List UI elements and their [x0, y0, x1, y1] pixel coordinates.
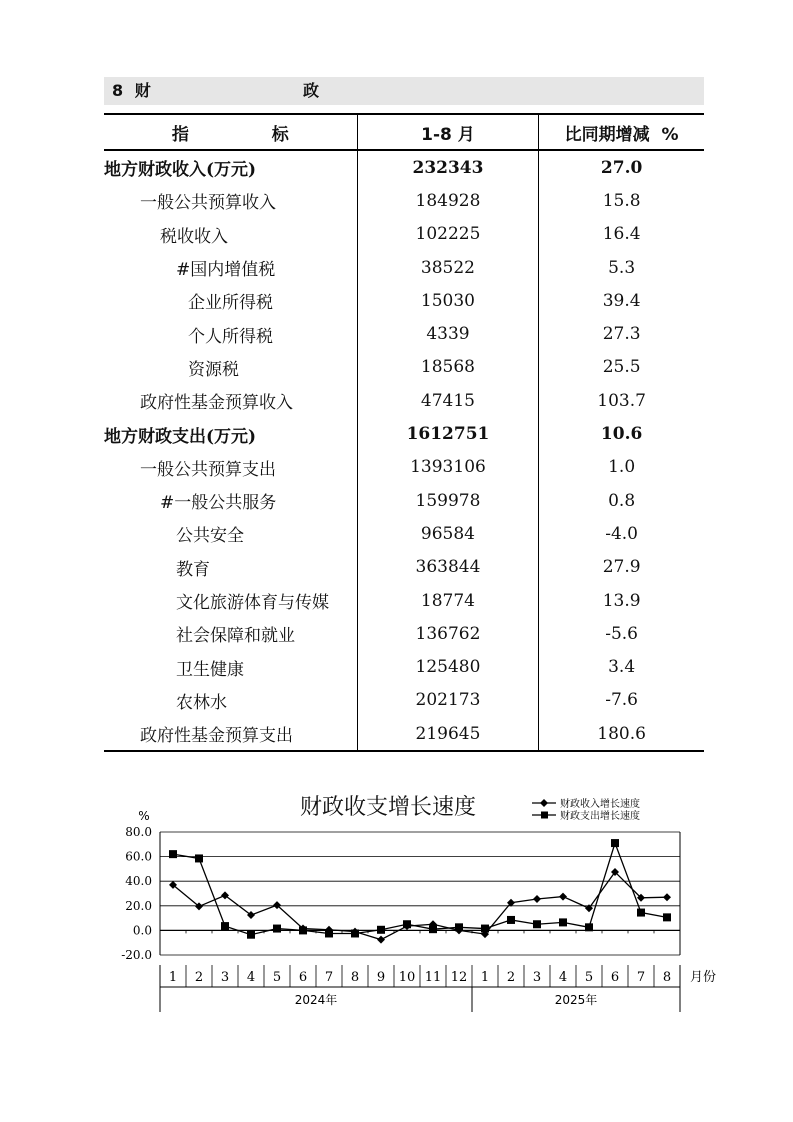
table-body	[104, 150, 704, 751]
row-value: 219645	[357, 717, 539, 751]
data-point-square	[481, 925, 489, 933]
x-tick-label: 4	[246, 970, 256, 985]
row-label: 地方财政收入(万元)	[104, 160, 257, 181]
legend-label: 财政收入增长速度	[560, 799, 640, 810]
row-label: 资源税	[188, 359, 239, 380]
row-label: 公共安全	[176, 526, 244, 547]
data-point-square	[273, 925, 281, 933]
row-change: 0.8	[539, 484, 704, 517]
row-value: 136762	[357, 617, 539, 650]
row-change: 27.3	[539, 317, 704, 350]
row-value: 102225	[357, 218, 539, 251]
row-change: 13.9	[539, 584, 704, 617]
data-point-square	[663, 913, 671, 921]
data-point-square	[299, 926, 307, 934]
x-tick-label: 5	[272, 970, 282, 985]
row-value: 15030	[357, 284, 539, 317]
row-value: 184928	[357, 184, 539, 217]
row-change: 39.4	[539, 284, 704, 317]
legend-marker-diamond	[540, 799, 548, 807]
data-point-square	[507, 916, 515, 924]
row-label: #国内增值税	[176, 260, 276, 281]
row-label: 社会保障和就业	[176, 626, 295, 647]
x-tick-label: 2	[194, 970, 204, 985]
row-label: #一般公共服务	[160, 493, 277, 514]
row-change: 16.4	[539, 218, 704, 251]
year-label: 2025年	[554, 993, 598, 1007]
row-change: 15.8	[539, 184, 704, 217]
row-label: 政府性基金预算收入	[140, 393, 293, 414]
data-point-square	[533, 920, 541, 928]
row-value: 38522	[357, 251, 539, 284]
table-row	[104, 284, 704, 317]
table-row	[104, 617, 704, 650]
x-tick-label: 10	[398, 970, 416, 985]
legend-marker-square	[541, 812, 548, 819]
row-change: 27.9	[539, 551, 704, 584]
table-row	[104, 417, 704, 450]
row-label: 一般公共预算支出	[140, 459, 276, 480]
y-tick-label: 0.0	[132, 923, 152, 938]
row-label: 农林水	[176, 692, 227, 713]
data-point-square	[559, 918, 567, 926]
table-row	[104, 484, 704, 517]
data-point-diamond	[663, 893, 671, 901]
data-point-square	[585, 923, 593, 931]
table-row	[104, 184, 704, 217]
data-point-square	[247, 931, 255, 939]
row-value: 202173	[357, 684, 539, 717]
row-change: 1.0	[539, 451, 704, 484]
section-number: 8	[112, 81, 124, 100]
row-change: 103.7	[539, 384, 704, 417]
row-label: 教育	[176, 559, 210, 580]
row-change: 3.4	[539, 650, 704, 683]
data-point-square	[221, 922, 229, 930]
table-row	[104, 584, 704, 617]
data-point-square	[429, 925, 437, 933]
table-row	[104, 218, 704, 251]
row-label: 卫生健康	[176, 659, 244, 680]
data-point-square	[325, 929, 333, 937]
y-tick-label: 40.0	[125, 874, 152, 889]
row-value: 232343	[357, 150, 539, 184]
year-label: 2024年	[294, 993, 338, 1007]
header-change: 比同期增减 %	[539, 114, 704, 150]
x-tick-label: 5	[584, 970, 594, 985]
data-point-square	[351, 929, 359, 937]
header-indicator: 指 标	[104, 114, 357, 150]
row-label: 地方财政支出(万元)	[104, 426, 257, 447]
table-row	[104, 251, 704, 284]
row-change: 180.6	[539, 717, 704, 751]
row-value: 159978	[357, 484, 539, 517]
table-row	[104, 650, 704, 683]
row-label: 政府性基金预算支出	[104, 717, 357, 751]
row-change: 5.3	[539, 251, 704, 284]
data-point-square	[403, 920, 411, 928]
data-point-square	[377, 926, 385, 934]
table-row	[104, 684, 704, 717]
section-title: 财 政	[134, 81, 346, 100]
row-change: 25.5	[539, 351, 704, 384]
x-tick-label: 8	[662, 970, 672, 985]
x-tick-label: 9	[376, 970, 386, 985]
finance-table	[104, 113, 704, 752]
row-label: 一般公共预算收入	[140, 193, 276, 214]
x-tick-label: 3	[532, 970, 542, 985]
data-point-square	[169, 850, 177, 858]
x-tick-label: 6	[298, 970, 308, 985]
row-value: 47415	[357, 384, 539, 417]
row-label: 企业所得税	[188, 293, 273, 314]
table-row	[104, 551, 704, 584]
row-change: -4.0	[539, 517, 704, 550]
row-value: 1393106	[357, 451, 539, 484]
table-row	[104, 451, 704, 484]
y-tick-label: 20.0	[125, 898, 152, 913]
row-value: 1612751	[357, 417, 539, 450]
x-tick-label: 2	[506, 970, 516, 985]
x-tick-label: 11	[424, 970, 442, 985]
y-tick-label: 80.0	[125, 825, 152, 839]
table-header-row	[104, 114, 704, 150]
x-tick-label: 12	[450, 970, 468, 985]
y-tick-label: -20.0	[121, 948, 152, 962]
x-tick-label: 7	[324, 970, 334, 985]
data-point-square	[195, 854, 203, 862]
data-point-square	[611, 839, 619, 847]
row-value: 363844	[357, 551, 539, 584]
x-tick-label: 1	[168, 970, 178, 985]
data-point-diamond	[533, 895, 541, 903]
data-point-diamond	[559, 893, 567, 901]
x-tick-label: 3	[220, 970, 230, 985]
row-value: 96584	[357, 517, 539, 550]
row-value: 4339	[357, 317, 539, 350]
x-tick-label: 8	[350, 970, 360, 985]
x-tick-label: 4	[558, 970, 568, 985]
row-change: 27.0	[539, 150, 704, 184]
growth-line-chart	[0, 760, 793, 1022]
row-change: -7.6	[539, 684, 704, 717]
data-point-square	[455, 923, 463, 931]
row-value: 125480	[357, 650, 539, 683]
header-period: 1-8 月	[357, 114, 539, 150]
row-label: 税收收入	[160, 226, 228, 247]
table-row	[104, 150, 704, 184]
chart-title: 财政收支增长速度	[300, 795, 477, 820]
data-point-square	[637, 909, 645, 917]
row-label: 个人所得税	[188, 326, 273, 347]
section-header	[104, 77, 704, 105]
data-point-diamond	[377, 936, 385, 944]
table-row	[104, 717, 704, 751]
x-tick-label: 6	[610, 970, 620, 985]
y-unit-label: %	[138, 809, 150, 823]
table-row	[104, 384, 704, 417]
table-row	[104, 317, 704, 350]
table-row	[104, 517, 704, 550]
row-label: 文化旅游体育与传媒	[176, 593, 329, 613]
x-tick-label: 7	[636, 970, 646, 985]
x-unit-label: 月份	[690, 970, 717, 985]
row-value: 18568	[357, 351, 539, 384]
table-row	[104, 351, 704, 384]
row-value: 18774	[357, 584, 539, 617]
y-tick-label: 60.0	[125, 849, 152, 864]
legend-label: 财政支出增长速度	[560, 811, 640, 822]
x-tick-label: 1	[480, 970, 490, 985]
row-change: 10.6	[539, 417, 704, 450]
row-change: -5.6	[539, 617, 704, 650]
